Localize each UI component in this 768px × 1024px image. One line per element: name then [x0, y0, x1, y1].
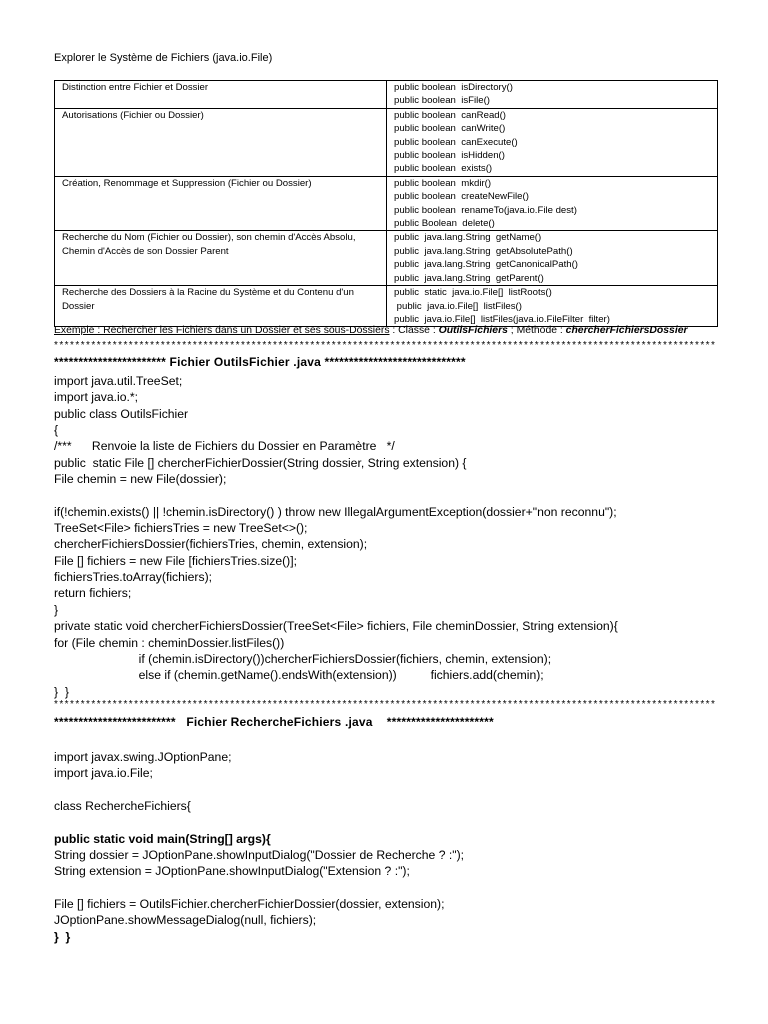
method-signature: public boolean canRead() [394, 109, 507, 121]
table-row [55, 176, 718, 231]
code-line [54, 814, 464, 830]
code-line [54, 782, 464, 798]
table-row [55, 81, 718, 109]
category-cell: Création, Renommage et Suppression (Fichier ou Dossier) [55, 176, 387, 231]
file1-code-block [54, 373, 618, 700]
file-methods-table [54, 80, 718, 327]
category-cell: Distinction entre Fichier et Dossier [55, 81, 387, 109]
method-signature: public java.lang.String getParent() [394, 272, 544, 284]
methods-cell [387, 231, 718, 286]
code-line: if (chemin.isDirectory())chercherFichiersDossier(fichiers, chemin, extension); [54, 651, 552, 666]
code-line: import java.io.File; [54, 766, 153, 781]
code-line: File [] fichiers = new File [fichiersTries.size()]; [54, 553, 298, 568]
example-class-name: OutilsFichiers [438, 325, 508, 336]
method-signature: public Boolean delete() [394, 218, 495, 230]
code-line: import java.io.*; [54, 390, 138, 405]
example-class-sep: : Classe : [389, 325, 439, 336]
code-line: String dossier = JOptionPane.showInputDialog("Dossier de Recherche ? :"); [54, 848, 465, 863]
code-line: return fichiers; [54, 586, 132, 601]
method-signature: public java.io.File[] listFiles() [394, 300, 522, 312]
method-signature: public java.lang.String getName() [394, 232, 542, 244]
method-signature: public boolean exists() [394, 163, 493, 175]
methods-cell [387, 286, 718, 327]
code-line: } [54, 602, 59, 617]
code-line: File [] fichiers = OutilsFichier.chercherFichierDossier(dossier, extension); [54, 897, 445, 912]
method-signature: public static java.io.File[] listRoots() [394, 287, 552, 299]
methods-cell [387, 108, 718, 176]
table-row [55, 286, 718, 327]
code-line: { [54, 423, 59, 438]
code-line: } } [54, 929, 71, 944]
code-line: String extension = JOptionPane.showInputDialog("Extension ? :"); [54, 864, 410, 879]
category-cell: Autorisations (Fichier ou Dossier) [55, 108, 387, 176]
category-cell: Recherche du Nom (Fichier ou Dossier), son chemin d'Accès Absolu, Chemin d'Accès de son Dossier Parent [55, 231, 387, 286]
method-signature: public boolean mkdir() [394, 177, 492, 189]
methods-cell [387, 81, 718, 109]
code-line: private static void chercherFichiersDossier(TreeSet<File> fichiers, File cheminDossier, String extension){ [54, 619, 618, 634]
method-signature: public boolean isFile() [394, 95, 490, 107]
code-line [54, 880, 464, 896]
code-line: fichiersTries.toArray(fichiers); [54, 570, 213, 585]
code-line: public class OutilsFichier [54, 406, 189, 421]
example-method-sep: ; Méthode : [507, 325, 566, 336]
code-line: import javax.swing.JOptionPane; [54, 750, 232, 764]
document-title: Explorer le Système de Fichiers (java.io.File) [54, 52, 273, 64]
code-line: import java.util.TreeSet; [54, 374, 183, 388]
method-signature: public boolean isDirectory() [394, 82, 513, 93]
code-line: for (File chemin : cheminDossier.listFiles()) [54, 635, 285, 650]
code-line [54, 487, 618, 503]
code-line: TreeSet<File> fichiersTries = new TreeSet<>(); [54, 521, 308, 536]
table-row [55, 231, 718, 286]
code-line: public static void main(String[] args){ [54, 831, 271, 846]
example-prefix: Exemple : Rechercher les Fichiers dans un Dossier et ses sous-Dossiers [54, 325, 390, 336]
method-signature: public java.lang.String getCanonicalPath() [394, 259, 578, 271]
table-row [55, 108, 718, 176]
method-signature: public boolean renameTo(java.io.File dest) [394, 204, 577, 216]
method-signature: public java.lang.String getAbsolutePath() [394, 245, 573, 257]
method-signature: public boolean createNewFile() [394, 191, 529, 203]
method-signature: public java.io.File[] listFiles(java.io.FileFilter filter) [394, 313, 610, 325]
code-line: File chemin = new File(dossier); [54, 472, 227, 487]
code-line: chercherFichiersDossier(fichiersTries, chemin, extension); [54, 537, 368, 552]
method-signature: public boolean isHidden() [394, 150, 505, 162]
code-line: if(!chemin.exists() || !chemin.isDirectory() ) throw new IllegalArgumentException(dossier+"non reconnu"); [54, 504, 617, 519]
methods-cell [387, 176, 718, 231]
method-signature: public boolean canExecute() [394, 136, 518, 148]
file2-code-block [54, 749, 464, 945]
category-cell: Recherche des Dossiers à la Racine du Système et du Contenu d'un Dossier [55, 286, 387, 327]
code-line: public static File [] chercherFichierDossier(String dossier, String extension) { [54, 455, 467, 470]
code-line: } } [54, 684, 69, 699]
file1-heading: *********************** Fichier OutilsFichier .java ***************************** [54, 355, 466, 369]
example-method-name: chercherFichiersDossier [565, 325, 688, 336]
example-description [54, 325, 688, 336]
code-line: /*** Renvoie la liste de Fichiers du Dossier en Paramètre */ [54, 439, 395, 454]
method-signature: public boolean canWrite() [394, 123, 506, 135]
separator-line-2: **************************************************************************************************************************** [54, 700, 717, 710]
separator-line-1: **************************************************************************************************************************** [54, 341, 717, 351]
code-line: else if (chemin.getName().endsWith(extension)) fichiers.add(chemin); [54, 668, 544, 683]
file2-heading: ************************* Fichier RechercheFichiers .java ********************** [54, 715, 494, 729]
code-line: JOptionPane.showMessageDialog(null, fichiers); [54, 913, 317, 928]
code-line: class RechercheFichiers{ [54, 799, 191, 814]
